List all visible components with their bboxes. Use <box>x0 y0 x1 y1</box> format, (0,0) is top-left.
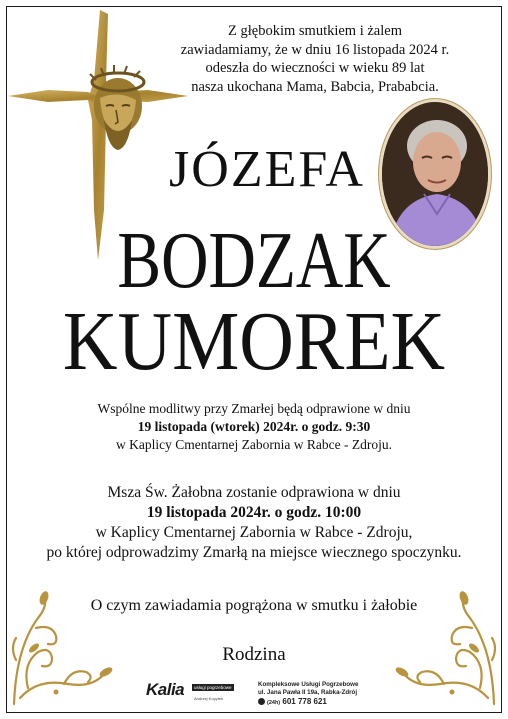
funeral-home-logo <box>146 680 248 706</box>
surname-1: BODZAK <box>117 217 391 305</box>
prayer-info <box>30 400 478 454</box>
mass-line: Msza Św. Żałobna zostanie odprawiona w dniu <box>107 484 401 501</box>
company-phone <box>258 697 388 708</box>
intro-line: nasza ukochana Mama, Babcia, Prababcia. <box>191 78 439 95</box>
surname-2: KUMOREK <box>62 295 446 388</box>
prayer-datetime: 19 listopada (wtorek) 2024r. o godz. 9:30 <box>137 419 371 434</box>
mass-info <box>20 483 488 563</box>
phone-number: 601 778 621 <box>282 697 327 706</box>
first-name: JÓZEFA <box>169 141 365 198</box>
phone-icon <box>258 698 265 705</box>
logo-word: Kalia <box>146 680 185 699</box>
intro-line: Z głębokim smutkiem i żalem <box>228 23 402 39</box>
phone-prefix: (24h) <box>267 700 281 706</box>
prayer-line: Wspólne modlitwy przy Zmarłej będą odprawione w dniu <box>97 401 411 416</box>
mass-datetime: 19 listopada 2024r. o godz. 10:00 <box>146 504 362 521</box>
logo-tag: usługi pogrzebowe <box>194 685 232 690</box>
mourning-notice: O czym zawiadamia pogrążona w smutku i żałobie <box>90 597 418 614</box>
family-signature: Rodzina <box>222 644 286 665</box>
mass-line: po której odprowadzimy Zmarłą na miejsce wiecznego spoczynku. <box>46 544 462 561</box>
intro-text <box>170 22 460 96</box>
intro-line: zawiadamiamy, że w dniu 16 listopada 2024 r. <box>180 41 450 58</box>
logo-sub: Andrzej Kopytek <box>194 696 224 701</box>
company-info <box>258 681 388 708</box>
company-name: Kompleksowe Usługi Pogrzebowe <box>258 681 359 688</box>
prayer-line: w Kaplicy Cmentarnej Zabornia w Rabce - Zdroju. <box>116 437 392 452</box>
intro-line: odeszła do wieczności w wieku 89 lat <box>205 60 425 76</box>
company-address: ul. Jana Pawła II 19a, Rabka-Zdrój <box>258 689 358 696</box>
mass-line: w Kaplicy Cmentarnej Zabornia w Rabce - Zdroju, <box>95 524 413 541</box>
